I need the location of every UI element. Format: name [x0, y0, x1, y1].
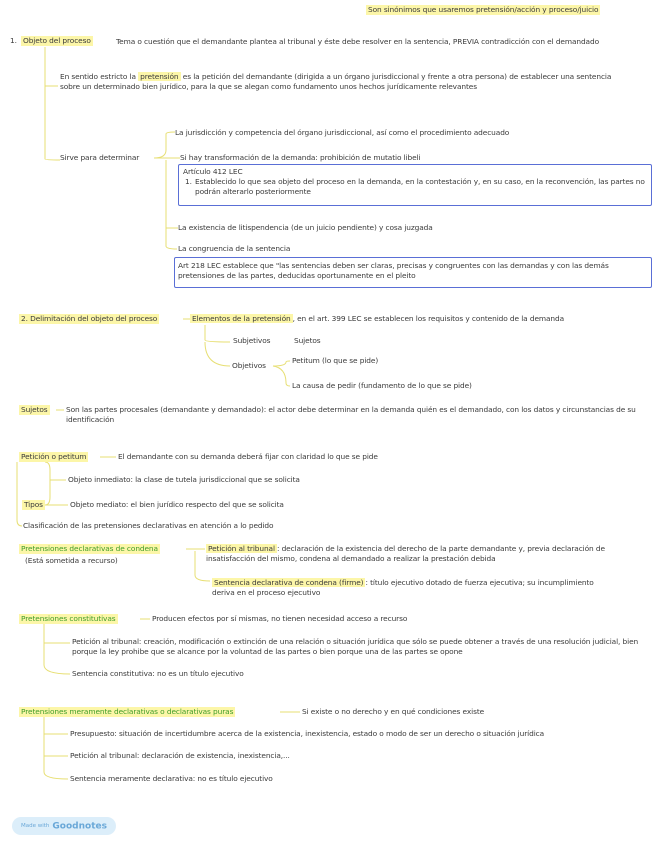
constitutivas-text: Producen efectos por sí mismas, no tienen necesidad acceso a recurso — [152, 614, 408, 623]
declarativas-title: Pretensiones meramente declarativas o declarativas puras — [21, 707, 234, 716]
petitum-label: Petitum (lo que se pide) — [292, 356, 379, 365]
subjects-label: Sujetos — [294, 336, 321, 345]
section-title-delimitacion: 2. Delimitación del objeto del proceso — [21, 314, 158, 323]
serves-item-jurisdiccion: La jurisdicción y competencia del órgano jurisdiccional, así como el procedimiento adecuado — [175, 128, 510, 137]
elements-text — [190, 314, 564, 324]
pretension-term: pretensión — [140, 72, 179, 81]
serves-label: Sirve para determinar — [60, 153, 140, 162]
tipos-label: Tipos — [24, 500, 43, 509]
condena-title: Pretensiones declarativas de condena — [21, 544, 158, 553]
peticion-label: Petición o petitum — [21, 452, 87, 461]
subjective-label: Subjetivos — [233, 336, 271, 345]
section-number: 1. — [10, 36, 17, 45]
elements-rest: , en el art. 399 LEC se establecen los requisitos y contenido de la demanda — [292, 314, 565, 323]
art412-num: 1. — [185, 177, 192, 186]
goodnotes-badge — [12, 817, 116, 835]
serves-item-congruencia: La congruencia de la sentencia — [178, 244, 291, 253]
condena-peticion-term: Petición al tribunal — [208, 544, 275, 553]
condena-peticion — [206, 544, 626, 564]
peticion-text: El demandante con su demanda deberá fijar con claridad lo que se pide — [118, 452, 378, 461]
sujetos-text: Son las partes procesales (demandante y demandado): el actor debe determinar en la demanda quién es el demandado, con los datos y circunstancias de su identificación — [66, 405, 636, 424]
constitutivas-peticion: Petición al tribunal: creación, modificación o extinción de una relación o situación jurídica que sólo se puede obtener a través de una resolución judicial, bien porque la ley prohibe que se alcance por la voluntad de las partes o bien porque una de las partes se opone — [72, 637, 639, 656]
sujetos-label: Sujetos — [21, 405, 48, 414]
constitutivas-title: Pretensiones constitutivas — [21, 614, 116, 623]
objeto-definition: Tema o cuestión que el demandante plantea al tribunal y éste debe resolver en la sentencia, PREVIA contradicción con el demandado — [116, 37, 600, 46]
strict-sense-text — [60, 72, 620, 92]
condena-sentencia — [212, 578, 612, 598]
header-note: Son sinónimos que usaremos pretensión/acción y proceso/juicio — [368, 5, 599, 14]
condena-peticion-rest: : declaración de la existencia del derecho de la parte demandante y, previa declaración de insatisfacción del mismo, condena al demandado a realizar la prestación debida — [206, 544, 605, 563]
strict-sense-rest: es la petición del demandante (dirigida a un órgano jurisdiccional y frente a otra persona) de establecer una sentencia sobre un determinado bien jurídico, para la que se alegan como fundamento unos hechos jurídicamente relevantes — [60, 72, 612, 91]
badge-small-text: Made with — [21, 823, 50, 829]
declarativas-sentencia: Sentencia meramente declarativa: no es título ejecutivo — [70, 774, 273, 783]
art218-text: Art 218 LEC establece que "las sentencias deben ser claras, precisas y congruentes con las demandas y con las demás pretensiones de las partes, deducidas oportunamente en el pleito — [178, 261, 609, 280]
objeto-mediato: Objeto mediato: el bien jurídico respecto del que se solicita — [70, 500, 284, 509]
objeto-inmediato: Objeto inmediato: la clase de tutela jurisdiccional que se solicita — [68, 475, 300, 484]
constitutivas-sentencia: Sentencia constitutiva: no es un título ejecutivo — [72, 669, 244, 678]
clasificacion-text: Clasificación de las pretensiones declarativas en atención a lo pedido — [23, 521, 274, 530]
declarativas-peticion: Petición al tribunal: declaración de existencia, inexistencia,... — [70, 751, 290, 760]
declarativas-text: Si existe o no derecho y en qué condiciones existe — [302, 707, 485, 716]
elements-term: Elementos de la pretensión — [192, 314, 291, 323]
art412-text: Establecido lo que sea objeto del proceso en la demanda, en la contestación y, en su caso, en la reconvención, las partes no podrán alterarlo posteriormente — [195, 177, 645, 196]
condena-sentencia-term: Sentencia declarativa de condena (firme) — [214, 578, 364, 587]
art412-title: Artículo 412 LEC — [183, 167, 243, 176]
badge-brand: Goodnotes — [52, 821, 107, 832]
declarativas-presupuesto: Presupuesto: situación de incertidumbre acerca de la existencia, inexistencia, estado o modo de ser un derecho o situación jurídica — [70, 729, 545, 738]
serves-item-litispendencia: La existencia de litispendencia (de un juicio pendiente) y cosa juzgada — [178, 223, 433, 232]
condena-note: (Está sometida a recurso) — [25, 556, 118, 565]
strict-sense-prefix: En sentido estricto la — [60, 72, 139, 81]
causa-label: La causa de pedir (fundamento de lo que se pide) — [292, 381, 472, 390]
art412-box — [178, 164, 652, 206]
art218-box — [174, 257, 652, 288]
objective-label: Objetivos — [232, 361, 266, 370]
condena-sentencia-rest: : título ejecutivo dotado de fuerza ejecutiva; su incumplimiento deriva en el proceso ejecutivo — [212, 578, 594, 597]
section-title-objeto: Objeto del proceso — [23, 36, 91, 45]
serves-item-transformacion: Si hay transformación de la demanda: prohibición de mutatio libeli — [180, 153, 421, 162]
